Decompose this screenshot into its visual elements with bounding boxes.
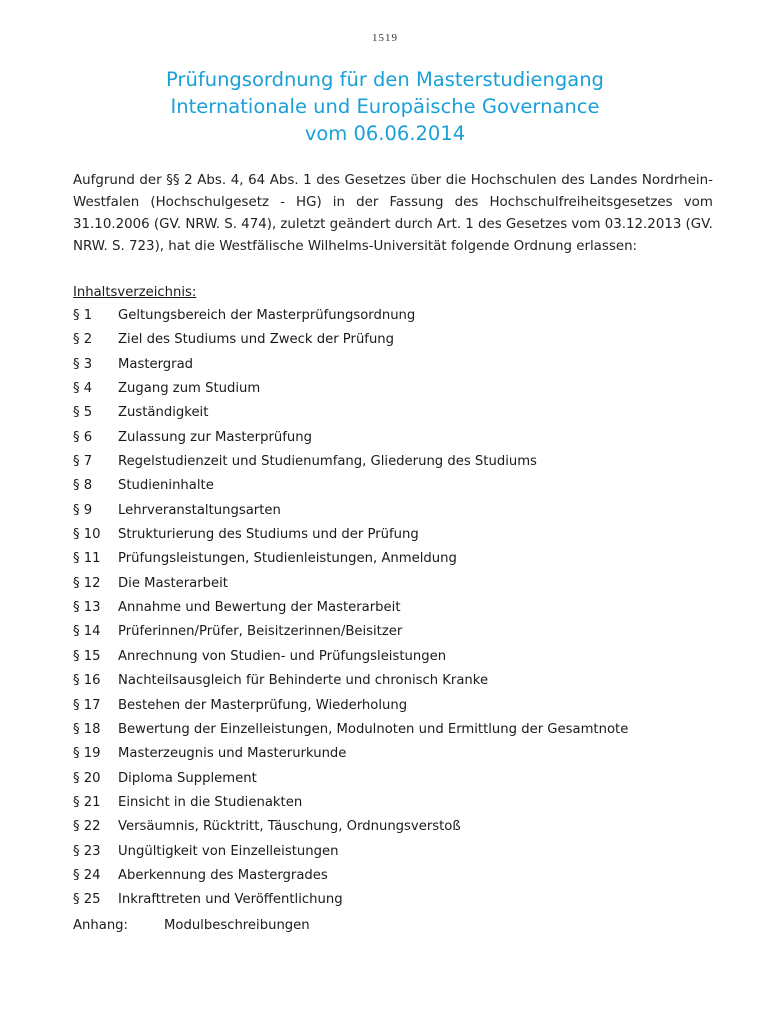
toc-item: [73, 671, 733, 695]
intro-word: des: [454, 195, 479, 210]
intro-word: S.: [224, 217, 237, 232]
toc-item: [73, 866, 733, 890]
toc-item: [73, 549, 733, 573]
toc-item-number: § 2: [73, 332, 93, 348]
toc-item-title: Die Masterarbeit: [118, 575, 228, 591]
intro-word: NRW.: [185, 217, 221, 232]
intro-word: Art.: [436, 217, 462, 232]
intro-word: Gesetzes: [344, 173, 406, 188]
intro-word: Nordrhein-: [641, 173, 713, 188]
toc-item-number: § 20: [73, 770, 101, 786]
intro-word: -: [280, 195, 285, 210]
toc-item-number: § 13: [73, 600, 101, 616]
toc-item-title: Ziel des Studiums und Zweck der Prüfung: [118, 332, 395, 348]
toc-heading: Inhaltsverzeichnis:: [73, 285, 197, 300]
toc-item-title: Zuständigkeit: [118, 405, 209, 421]
toc-item-number: § 6: [73, 429, 93, 445]
title-line: Prüfungsordnung für den Masterstudiengang: [166, 68, 604, 91]
toc-item-title: Zugang zum Studium: [118, 381, 261, 397]
intro-word: Fassung: [389, 195, 444, 210]
toc-item-number: § 24: [73, 867, 101, 883]
intro-word: Aufgrund: [73, 173, 135, 188]
toc-item: [73, 428, 733, 452]
toc-item-number: § 9: [73, 502, 93, 518]
toc-item-title: Bewertung der Einzelleistungen, Modulnoten und Ermittlung der Gesamtnote: [118, 721, 629, 737]
intro-word: 03.12.2013: [604, 217, 682, 232]
toc-item-title: Prüfungsleistungen, Studienleistungen, Anmeldung: [118, 551, 457, 567]
intro-word: Gesetzes: [505, 217, 568, 232]
intro-word: 1: [465, 217, 474, 232]
intro-word: (GV.: [153, 217, 182, 232]
intro-word: geändert: [329, 217, 391, 232]
toc-item: [73, 720, 733, 744]
intro-word: 64: [248, 173, 266, 188]
toc-item: [73, 696, 733, 720]
toc-item-title: Anrechnung von Studien- und Prüfungsleistungen: [118, 648, 447, 664]
toc-item-title: Bestehen der Masterprüfung, Wiederholung: [118, 697, 408, 713]
toc-item-title: Diploma Supplement: [118, 770, 257, 786]
toc-item: [73, 647, 733, 671]
toc-item-title: Annahme und Bewertung der Masterarbeit: [118, 600, 401, 616]
annex-title: Modulbeschreibungen: [164, 918, 310, 933]
toc-item-number: § 3: [73, 356, 93, 372]
toc-item-title: Masterzeugnis und Masterurkunde: [118, 746, 347, 762]
toc-item-number: § 18: [73, 721, 101, 737]
intro-word: des: [561, 173, 585, 188]
intro-word: Hochschulen: [470, 173, 557, 188]
toc-item-title: Einsicht in die Studienakten: [118, 794, 303, 810]
toc-item-number: § 23: [73, 843, 101, 859]
toc-item: [73, 574, 733, 598]
intro-word: durch: [394, 217, 433, 232]
intro-word: Landes: [589, 173, 638, 188]
intro-word: 474),: [241, 217, 277, 232]
toc-item: [73, 476, 733, 500]
toc-item: [73, 501, 733, 525]
toc-item: [73, 355, 733, 379]
intro-word: (GV.: [685, 217, 713, 232]
intro-word: der: [139, 173, 162, 188]
intro-word: (Hochschulgesetz: [150, 195, 269, 210]
intro-word: Westfalen: [73, 195, 140, 210]
toc-item: [73, 306, 733, 330]
intro-word: §§: [166, 173, 180, 188]
intro-line: NRW. S. 723), hat die Westfälische Wilhelms-Universität folgende Ordnung erlassen:: [73, 239, 638, 254]
intro-word: zuletzt: [280, 217, 326, 232]
toc-item: [73, 817, 733, 841]
toc-item-number: § 22: [73, 819, 101, 835]
toc-item: [73, 525, 733, 549]
toc-item-title: Studieninhalte: [118, 478, 214, 494]
toc-item-number: § 1: [73, 308, 93, 323]
toc-item: [73, 744, 733, 768]
intro-word: des: [477, 217, 502, 232]
toc-item-number: § 5: [73, 405, 93, 421]
intro-word: vom: [683, 195, 713, 210]
toc-item-title: Inkrafttreten und Veröffentlichung: [118, 892, 343, 908]
toc-item-number: § 19: [73, 746, 101, 762]
intro-word: über: [410, 173, 442, 188]
intro-word: 2: [184, 173, 193, 188]
toc-item: [73, 769, 733, 793]
toc-item-number: § 7: [73, 454, 93, 470]
intro-word: HG): [296, 195, 322, 210]
intro-line: [73, 192, 713, 214]
intro-word: Abs.: [269, 173, 299, 188]
toc-item-title: Prüferinnen/Prüfer, Beisitzerinnen/Beisitzer: [118, 624, 403, 640]
table-of-contents: [73, 306, 733, 915]
toc-item: [73, 622, 733, 646]
intro-word: in: [332, 195, 346, 210]
annex-row: [73, 916, 310, 936]
toc-item-title: Nachteilsausgleich für Behinderte und chronisch Kranke: [118, 673, 489, 689]
toc-item-number: § 14: [73, 624, 101, 640]
toc-item: [73, 842, 733, 866]
intro-line: [73, 214, 713, 236]
toc-item-number: § 17: [73, 697, 101, 713]
page-number: 1519: [372, 32, 398, 44]
document-title: [0, 66, 770, 147]
toc-item: [73, 330, 733, 354]
toc-item-number: § 25: [73, 892, 101, 908]
title-line: Internationale und Europäische Governance: [170, 95, 600, 118]
toc-item-number: § 16: [73, 673, 101, 689]
toc-item: [73, 890, 733, 914]
toc-item: [73, 793, 733, 817]
intro-word: 31.10.2006: [73, 217, 150, 232]
toc-item: [73, 452, 733, 476]
toc-item-title: Lehrveranstaltungsarten: [118, 502, 281, 518]
intro-paragraph: [73, 170, 713, 258]
toc-item: [73, 379, 733, 403]
toc-item-title: Zulassung zur Masterprüfung: [118, 429, 312, 445]
intro-word: Abs.: [197, 173, 227, 188]
intro-word: vom: [571, 217, 601, 232]
intro-word: der: [356, 195, 379, 210]
toc-item-number: § 11: [73, 551, 101, 567]
toc-item-number: § 10: [73, 527, 101, 543]
toc-item-number: § 8: [73, 478, 93, 494]
intro-word: die: [445, 173, 467, 188]
toc-item-number: § 4: [73, 381, 93, 397]
intro-word: 4,: [230, 173, 244, 188]
toc-item-title: Mastergrad: [118, 356, 194, 372]
toc-item-number: § 15: [73, 648, 101, 664]
intro-line: [73, 170, 713, 192]
annex-label: Anhang:: [73, 918, 128, 933]
intro-word: 1: [303, 173, 312, 188]
intro-word: des: [316, 173, 340, 188]
toc-item-title: Versäumnis, Rücktritt, Täuschung, Ordnungsverstoß: [118, 819, 461, 835]
toc-item-title: Regelstudienzeit und Studienumfang, Gliederung des Studiums: [118, 454, 537, 470]
toc-item-title: Ungültigkeit von Einzelleistungen: [118, 843, 339, 859]
toc-item-title: Geltungsbereich der Masterprüfungsordnung: [118, 308, 416, 323]
toc-item: [73, 598, 733, 622]
toc-item: [73, 403, 733, 427]
intro-word: Hochschulfreiheitsgesetzes: [489, 195, 673, 210]
toc-item-number: § 12: [73, 575, 101, 591]
toc-item-title: Aberkennung des Mastergrades: [118, 867, 328, 883]
toc-item-title: Strukturierung des Studiums und der Prüfung: [118, 527, 419, 543]
title-date: vom 06.06.2014: [304, 122, 466, 145]
toc-item-number: § 21: [73, 794, 101, 810]
